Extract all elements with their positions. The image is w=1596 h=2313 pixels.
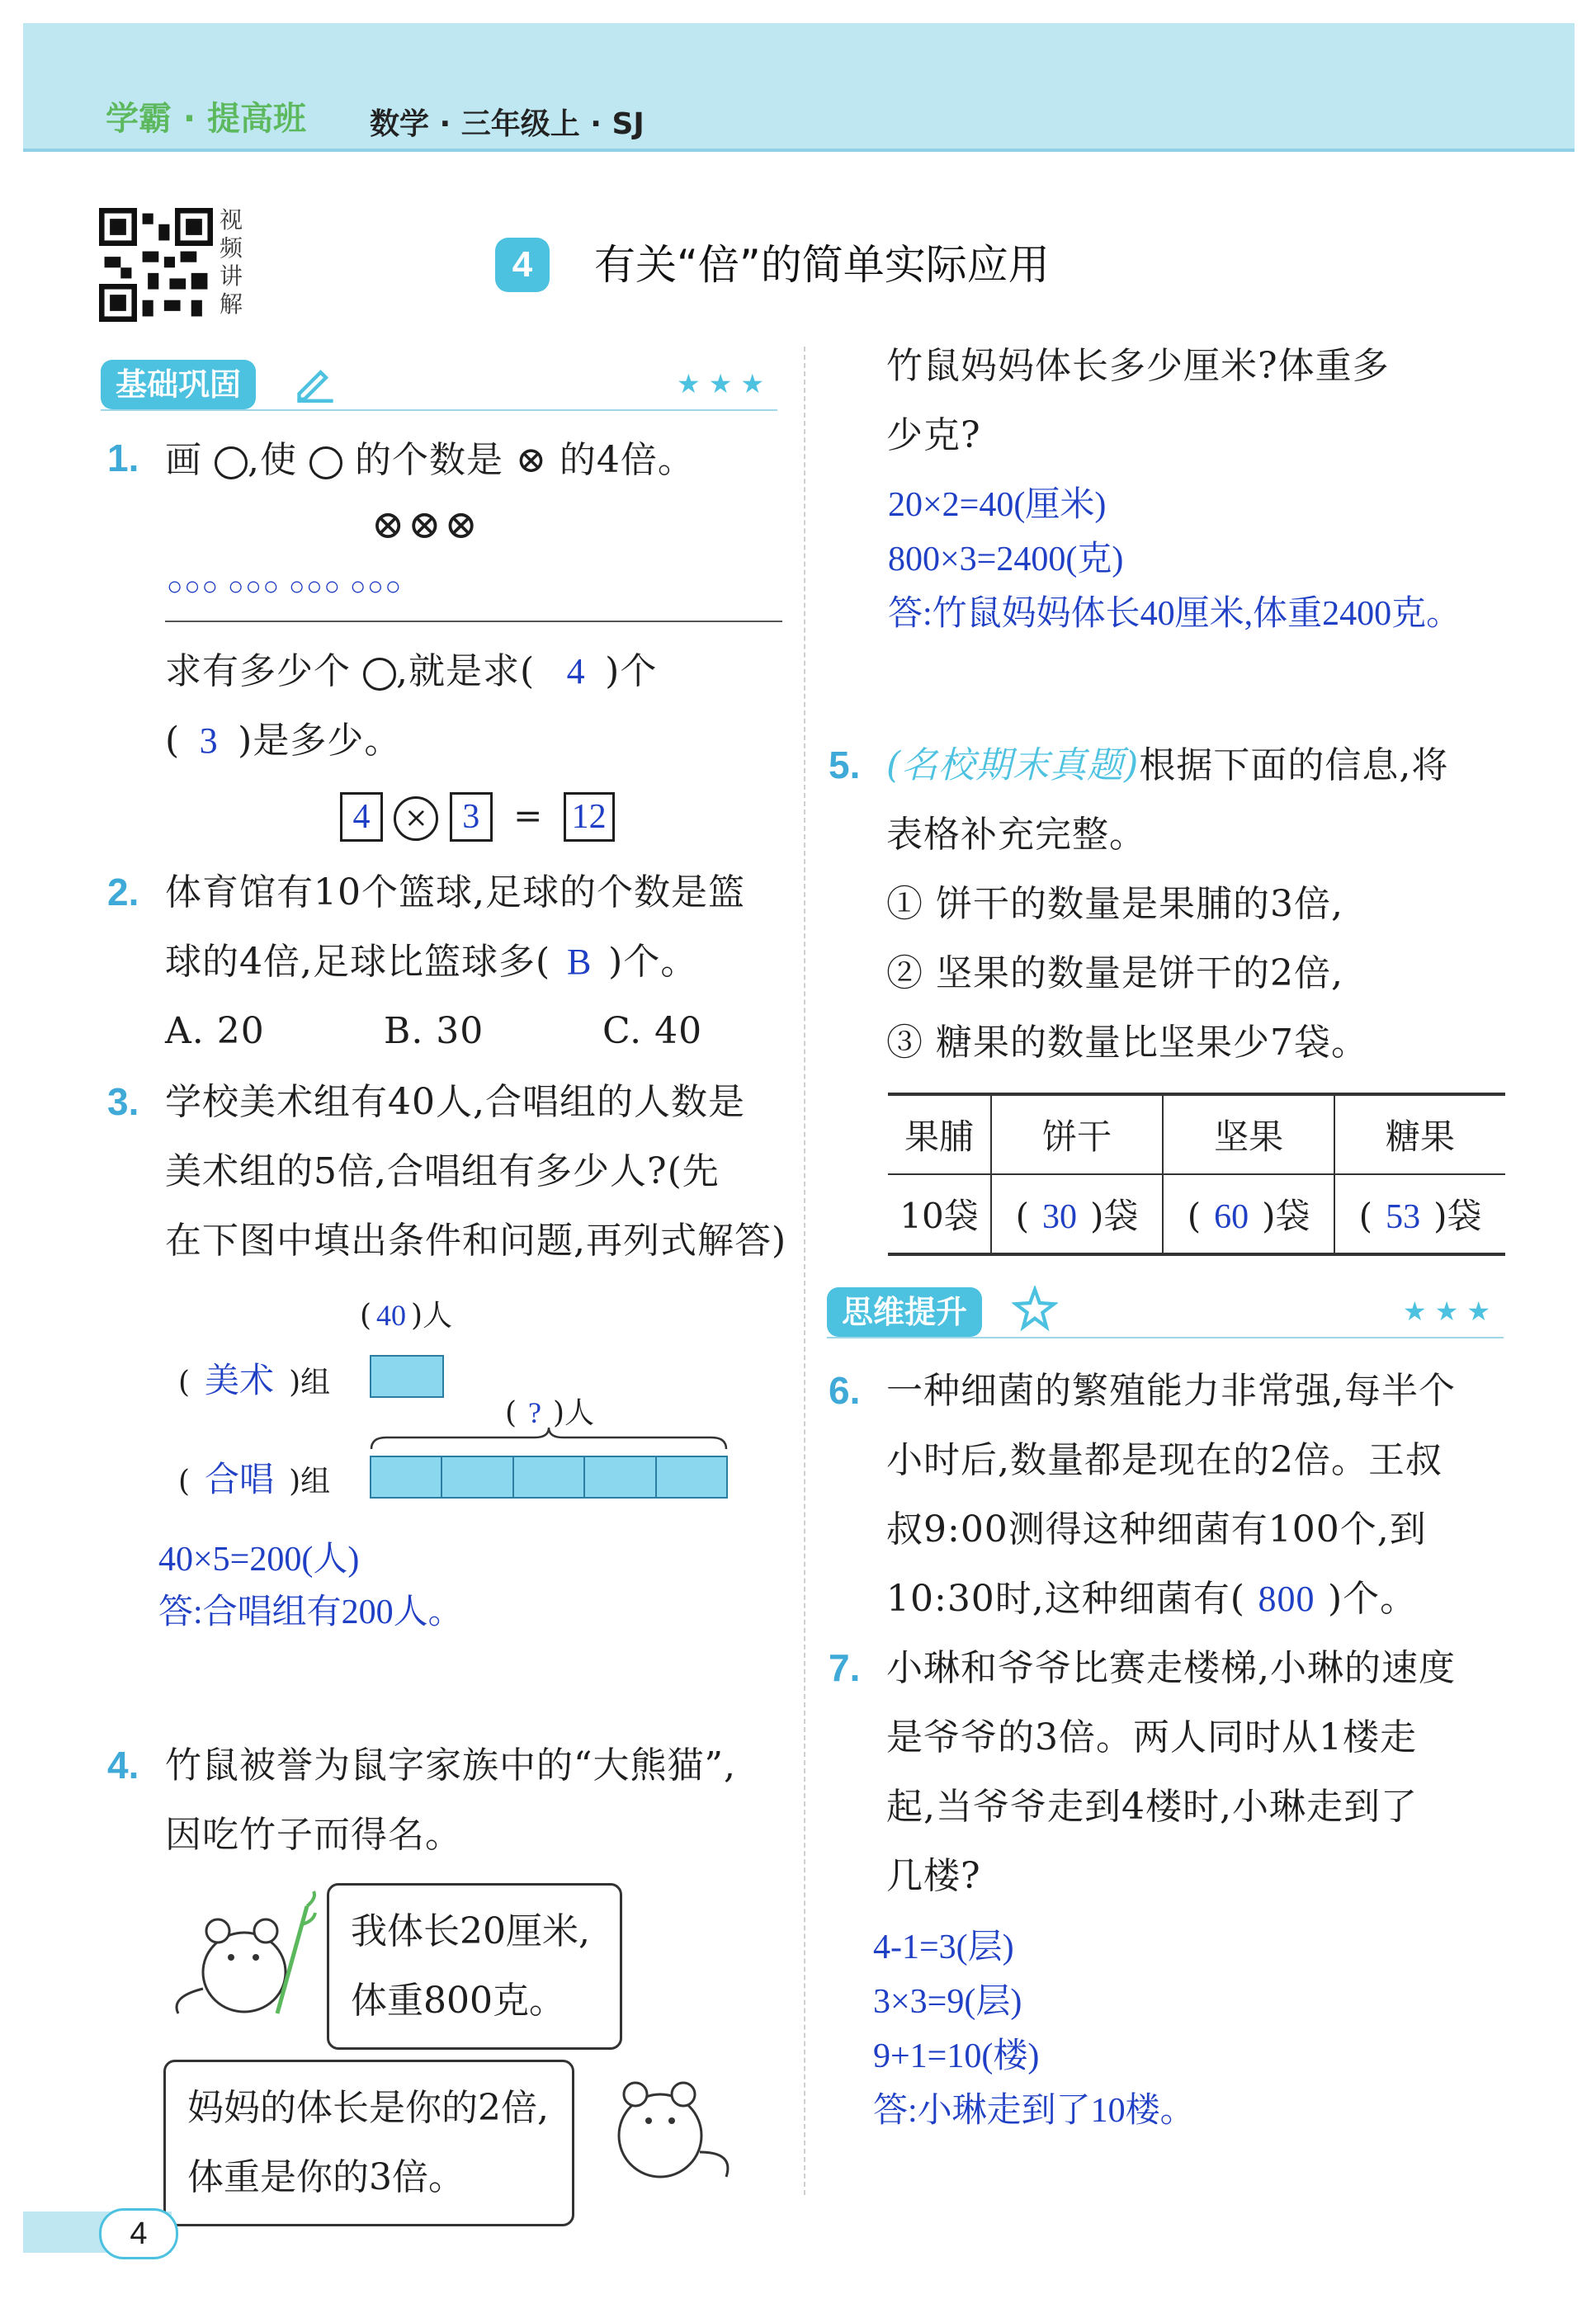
- circle-shape-icon: [363, 658, 396, 691]
- q5-answer-biscuit: 30: [1042, 1198, 1078, 1236]
- q5-text: )袋: [1262, 1196, 1310, 1236]
- q6-text: 10:30时,这种细菌有(: [886, 1578, 1245, 1620]
- qr-label: 视频讲解: [220, 206, 243, 318]
- q5-line1: [886, 731, 1448, 800]
- q3-solution-1: 40×5=200(人): [158, 1541, 360, 1579]
- q5-value-dried-fruit: 10袋: [888, 1174, 991, 1254]
- q5-condition-3: ③ 糖果的数量比坚果少7袋。: [886, 1022, 1368, 1064]
- q5-condition-1: ① 饼干的数量是果脯的3倍,: [886, 883, 1343, 925]
- q3-row2-label: [178, 1452, 330, 1502]
- difficulty-stars: ★★★: [677, 368, 773, 399]
- q5-answer-candy: 53: [1386, 1198, 1421, 1236]
- q2-option-c: C. 40: [602, 1010, 703, 1052]
- mother-rat-icon: [594, 2061, 734, 2185]
- q1-eq-operator: ×: [394, 796, 438, 841]
- q4-line1: 竹鼠被誉为鼠字家族中的“大熊猫”,: [165, 1744, 736, 1787]
- q4-line2: 因吃竹子而得名。: [165, 1814, 462, 1856]
- q3-row2-answer: 合唱: [205, 1461, 275, 1499]
- q7-solution-2: 3×3=9(层): [873, 1983, 1022, 2021]
- q1-text: (: [165, 720, 181, 762]
- q5-table-header-row: [888, 1094, 1505, 1174]
- q3-choir-bar: [370, 1456, 728, 1499]
- q5-text: 根据下面的信息,将: [1139, 744, 1449, 786]
- q3-text: )组: [289, 1366, 331, 1400]
- q5-value-nuts: [1163, 1174, 1334, 1254]
- q3-number: 3.: [107, 1080, 139, 1123]
- cross-circle-icon: ⊗: [516, 439, 547, 481]
- q1-number: 1.: [107, 437, 139, 479]
- q2-option-a: A. 20: [165, 1010, 265, 1052]
- q1-answer-b: 3: [199, 720, 219, 761]
- q6-text: )个。: [1327, 1578, 1418, 1620]
- q3-text: (: [505, 1396, 517, 1430]
- q1-text: 求有多少个: [165, 650, 351, 692]
- q3-line3: 在下图中填出条件和问题,再列式解答): [165, 1220, 787, 1262]
- mom-speech-bubble: [163, 2060, 574, 2226]
- q3-top-value: 40: [376, 1299, 407, 1332]
- q5-value-biscuit: [991, 1174, 1163, 1254]
- q6-answer: 800: [1258, 1579, 1315, 1619]
- q3-line1: 学校美术组有40人,合唱组的人数是: [165, 1081, 745, 1123]
- q3-choir-segment: [657, 1457, 726, 1497]
- q1-crosses: ⊗⊗⊗: [371, 502, 481, 548]
- q7-solution-3: 9+1=10(楼): [873, 2037, 1040, 2075]
- q3-choir-segment: [514, 1457, 585, 1497]
- q5-header-biscuit: 饼干: [991, 1094, 1163, 1174]
- q2-options: [165, 997, 702, 1066]
- q7-solution-4: 答:小琳走到了10楼。: [873, 2092, 1195, 2130]
- q1-drawn-circles: ○○○ ○○○ ○○○ ○○○: [167, 571, 403, 601]
- rat-speech-bubble: [327, 1883, 622, 2050]
- q3-choir-segment: [371, 1457, 442, 1497]
- q3-row1-answer: 美术: [205, 1362, 275, 1400]
- q4-solution-1: 20×2=40(厘米): [888, 486, 1107, 524]
- q3-text: )人: [411, 1299, 453, 1333]
- q2-line1: 体育馆有10个篮球,足球的个数是篮: [165, 871, 745, 913]
- q5-line2: 表格补充完整。: [886, 814, 1146, 856]
- q3-text: (: [178, 1465, 191, 1499]
- q1-eq-box-c: 12: [564, 792, 615, 842]
- q3-text: (: [360, 1299, 372, 1333]
- q2-option-b: B. 30: [384, 1010, 484, 1052]
- q1-eq-box-b: 3: [450, 792, 493, 842]
- q1-text: ,使: [248, 439, 297, 481]
- brand-title: 学霸 · 提高班: [106, 100, 307, 138]
- q1-text: )个: [605, 650, 658, 692]
- q3-choir-segment: [585, 1457, 656, 1497]
- q3-choir-segment: [442, 1457, 513, 1497]
- subject-title: 数学 · 三年级上 · SJ: [370, 107, 645, 141]
- q5-answer-nuts: 60: [1214, 1198, 1249, 1236]
- q1-text: 画: [165, 439, 202, 481]
- q7-line4: 几楼?: [886, 1855, 981, 1897]
- q5-value-candy: [1334, 1174, 1505, 1254]
- q5-tag: (名校期末真题): [886, 744, 1140, 786]
- q4-cont-line1: 竹鼠妈妈体长多少厘米?体重多: [886, 345, 1390, 387]
- circle-shape-icon: [215, 446, 248, 479]
- sparkle-star-icon: [1012, 1286, 1058, 1332]
- q3-text: (: [178, 1366, 191, 1400]
- q3-row1-label: [178, 1353, 330, 1403]
- bamboo-rat-icon: [162, 1890, 319, 2022]
- circle-shape-icon: [309, 446, 342, 479]
- q3-brace: [370, 1426, 728, 1451]
- q5-table: [888, 1093, 1505, 1256]
- q1-line1: [165, 426, 695, 495]
- q2-line2: [165, 928, 697, 997]
- qr-code-icon[interactable]: [99, 208, 213, 322]
- banner-advanced: 思维提升: [827, 1287, 982, 1337]
- q1-text: 的个数是: [355, 439, 503, 481]
- q4-solution-2: 800×3=2400(克): [888, 540, 1124, 578]
- difficulty-stars: ★★★: [1403, 1296, 1499, 1327]
- bubble2-line2: 体重是你的3倍。: [187, 2156, 465, 2198]
- q1-underline: [165, 621, 782, 622]
- banner-rule: [827, 1337, 1504, 1338]
- q5-text: (: [1015, 1196, 1030, 1236]
- q6-line3: 叔9:00测得这种细菌有100个,到: [886, 1508, 1427, 1551]
- q2-text: )个。: [608, 941, 698, 983]
- q2-text: 球的4倍,足球比篮球多(: [165, 941, 551, 983]
- q5-number: 5.: [829, 743, 861, 786]
- bubble1-line1: 我体长20厘米,: [351, 1910, 590, 1952]
- q5-text: (: [1358, 1196, 1373, 1236]
- q6-number: 6.: [829, 1369, 861, 1412]
- column-divider: [804, 347, 805, 2195]
- section-title: 有关“倍”的简单实际应用: [594, 241, 1050, 289]
- q4-number: 4.: [107, 1744, 139, 1787]
- bubble2-line1: 妈妈的体长是你的2倍,: [187, 2087, 549, 2129]
- q7-line1: 小琳和爷爷比赛走楼梯,小琳的速度: [886, 1647, 1456, 1689]
- q3-art-bar: [370, 1355, 444, 1398]
- page-number: 4: [99, 2208, 178, 2259]
- q3-line2: 美术组的5倍,合唱组有多少人?(先: [165, 1150, 720, 1192]
- q4-cont-line2: 少克?: [886, 414, 981, 456]
- q7-solution-1: 4-1=3(层): [873, 1928, 1014, 1966]
- q1-text: ,就是求(: [396, 650, 536, 692]
- q3-text: )人: [553, 1396, 595, 1430]
- q5-header-candy: 糖果: [1334, 1094, 1505, 1174]
- q3-question-value: ?: [528, 1396, 542, 1429]
- q5-header-nuts: 坚果: [1163, 1094, 1334, 1174]
- q5-table-value-row: [888, 1174, 1505, 1254]
- q1-eq-box-a: 4: [340, 792, 383, 842]
- q2-number: 2.: [107, 871, 139, 913]
- q3-text: )组: [289, 1465, 331, 1499]
- bubble1-line2: 体重800克。: [351, 1980, 565, 2022]
- q7-number: 7.: [829, 1646, 861, 1689]
- q1-answer-a: 4: [566, 651, 586, 692]
- q1-text: 的4倍。: [559, 439, 695, 481]
- q6-line1: 一种细菌的繁殖能力非常强,每半个: [886, 1370, 1456, 1412]
- q3-top-label: [360, 1292, 452, 1334]
- q5-text: )袋: [1090, 1196, 1139, 1236]
- section-number-badge: 4: [495, 238, 550, 292]
- q1-line2: [165, 637, 657, 706]
- q7-line3: 起,当爷爷走到4楼时,小琳走到了: [886, 1786, 1418, 1828]
- q7-line2: 是爷爷的3倍。两人同时从1楼走: [886, 1716, 1417, 1758]
- q5-text: (: [1187, 1196, 1202, 1236]
- q6-line4: [886, 1565, 1417, 1634]
- q1-eq-equals: =: [513, 795, 543, 836]
- q5-text: )袋: [1433, 1196, 1482, 1236]
- q1-line3: [165, 706, 401, 776]
- pencil-icon: [294, 360, 337, 403]
- q4-solution-3: 答:竹鼠妈妈体长40厘米,体重2400克。: [888, 595, 1461, 633]
- banner-rule: [101, 409, 777, 411]
- q5-header-dried-fruit: 果脯: [888, 1094, 991, 1174]
- q1-equation: [340, 792, 615, 842]
- q5-condition-2: ② 坚果的数量是饼干的2倍,: [886, 952, 1343, 994]
- q6-line2: 小时后,数量都是现在的2倍。王叔: [886, 1439, 1443, 1481]
- q1-text: )是多少。: [238, 720, 402, 762]
- banner-basic: 基础巩固: [101, 360, 256, 409]
- q2-answer: B: [566, 942, 593, 982]
- q3-solution-2: 答:合唱组有200人。: [158, 1593, 463, 1631]
